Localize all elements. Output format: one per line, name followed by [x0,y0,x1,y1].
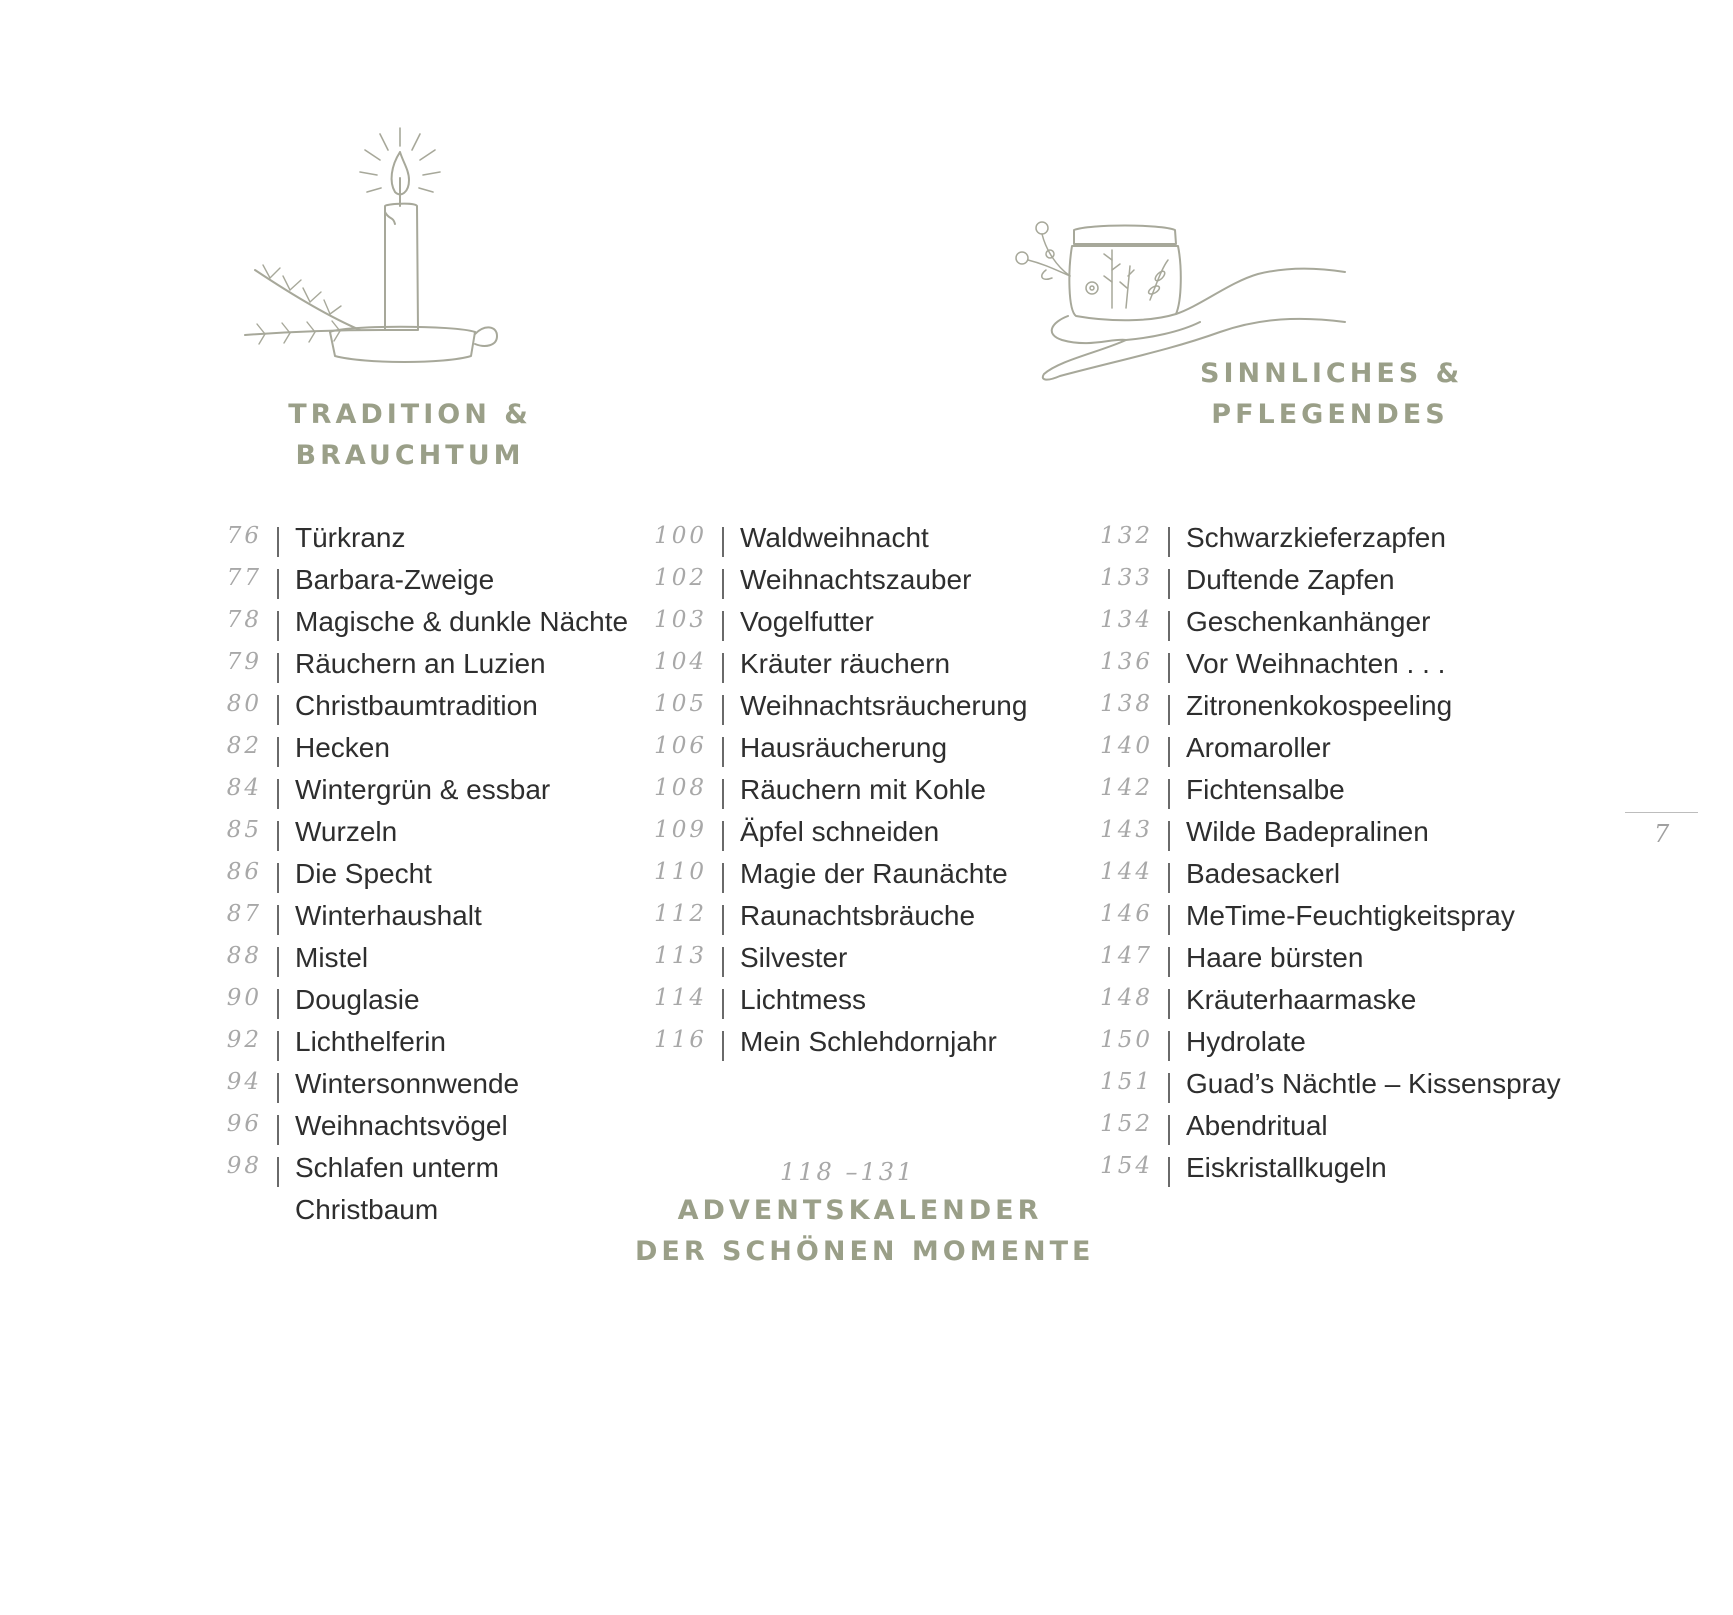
toc-page-number: 143 [1100,817,1153,843]
toc-separator [722,989,724,1019]
toc-title: Weihnachtsräucherung [740,690,1028,721]
toc-title: Kräuterhaarmaske [1186,984,1417,1015]
toc-title: Mein Schlehdornjahr [740,1026,997,1057]
toc-title: Haare bürsten [1186,942,1364,973]
toc-title: Aromaroller [1186,732,1331,763]
toc-title: Waldweihnacht [740,522,929,553]
toc-separator [1168,947,1170,977]
toc-page-number: 114 [654,985,707,1011]
toc-separator [722,821,724,851]
toc-title: MeTime-Feuchtigkeitspray [1186,900,1515,931]
toc-title: Silvester [740,942,848,973]
toc-title: Hausräucherung [740,732,948,763]
toc-separator [277,611,279,641]
toc-separator [1168,779,1170,809]
toc-page-number: 150 [1100,1027,1153,1053]
toc-page-number: 140 [1100,733,1153,759]
toc-page-number: 87 [226,901,262,927]
toc-separator [1168,1031,1170,1061]
toc-page-number: 77 [226,565,262,591]
toc-title: Magie der Raunächte [740,858,1008,889]
toc-separator [277,947,279,977]
toc-page-number: 116 [654,1027,707,1053]
toc-separator [277,653,279,683]
toc-title: Lichtmess [740,984,867,1015]
toc-title: Raunachtsbräuche [740,900,976,931]
toc-separator [1168,989,1170,1019]
toc-separator [277,1115,279,1145]
heading-line: TRADITION & [288,399,532,430]
toc-separator [722,947,724,977]
toc-page-number: 86 [226,859,262,885]
toc-page-number: 142 [1100,775,1153,801]
toc-title: Vogelfutter [740,606,874,637]
toc-separator [722,653,724,683]
toc-title: Äpfel schneiden [740,816,940,847]
toc-page-number: 148 [1100,985,1153,1011]
toc-title: Winterhaushalt [295,900,482,931]
page-number-rule [1625,812,1698,813]
toc-title: Geschenkanhänger [1186,606,1431,637]
toc-page-number: 110 [654,859,707,885]
toc-separator [277,1157,279,1187]
toc-title: Wintergrün & essbar [295,774,551,805]
toc-title: Mistel [295,942,369,973]
section-heading-sinnliches [1200,353,1464,435]
toc-page-number: 79 [226,649,262,675]
toc-separator [722,1031,724,1061]
toc-page-number: 144 [1100,859,1153,885]
toc-page-number: 76 [226,523,262,549]
heading-line: SINNLICHES & [1200,358,1464,389]
toc-title: Magische & dunkle Nächte [295,606,629,637]
toc-separator [722,737,724,767]
toc-title: Wilde Badepralinen [1186,816,1429,847]
toc-page-number: 108 [654,775,707,801]
section-heading-advent [635,1190,1095,1272]
toc-page-number: 113 [654,943,707,969]
toc-page-number: 90 [226,985,262,1011]
candle-illustration [235,120,515,390]
toc-title: Guad’s Nächtle – Kissenspray [1186,1068,1561,1099]
toc-separator [277,695,279,725]
toc-title: Vor Weihnachten . . . [1186,648,1446,679]
page-number: 7 [1654,820,1670,848]
toc-separator [277,569,279,599]
toc-separator [1168,1115,1170,1145]
toc-separator [722,611,724,641]
toc-title: Kräuter räuchern [740,648,951,679]
toc-page-number: 82 [226,733,262,759]
toc-page-number: 106 [654,733,707,759]
toc-page-number: 103 [654,607,707,633]
toc-separator [722,569,724,599]
toc-title: Hydrolate [1186,1026,1306,1057]
toc-page-number: 102 [654,565,707,591]
toc-separator [277,779,279,809]
toc-separator [1168,569,1170,599]
toc-title: Duftende Zapfen [1186,564,1395,595]
toc-page-number: 138 [1100,691,1153,717]
toc-title: Räuchern an Luzien [295,648,546,679]
toc-page-number: 105 [654,691,707,717]
toc-page-number: 98 [226,1153,262,1179]
toc-page-number: 100 [654,523,707,549]
toc-title: Weihnachtsvögel [295,1110,508,1141]
toc-page-number: 80 [226,691,262,717]
toc-separator [722,527,724,557]
toc-separator [277,821,279,851]
toc-page-number: 147 [1100,943,1153,969]
toc-separator [1168,737,1170,767]
toc-title: Fichtensalbe [1186,774,1345,805]
toc-separator [1168,1157,1170,1187]
toc-title: Wurzeln [295,816,398,847]
heading-line: DER SCHÖNEN MOMENTE [635,1236,1095,1267]
toc-title: Räuchern mit Kohle [740,774,986,805]
toc-title: Zitronenkokospeeling [1186,690,1453,721]
toc-page-number: 96 [226,1111,262,1137]
toc-separator [277,863,279,893]
toc-page-number: 109 [654,817,707,843]
toc-separator [277,989,279,1019]
toc-page-number: 104 [654,649,707,675]
heading-line: ADVENTSKALENDER [677,1195,1043,1226]
toc-page-number: 112 [654,901,707,927]
toc-page-number: 134 [1100,607,1153,633]
toc-title-continued: Christbaum [295,1194,439,1225]
toc-separator [1168,821,1170,851]
toc-page-number: 88 [226,943,262,969]
toc-separator [1168,905,1170,935]
toc-separator [1168,695,1170,725]
toc-page-number: 133 [1100,565,1153,591]
toc-page-number: 152 [1100,1111,1153,1137]
toc-title: Wintersonnwende [295,1068,520,1099]
toc-title: Schlafen unterm [295,1152,499,1183]
advent-page-range: 118 –131 [780,1158,916,1186]
toc-separator [1168,527,1170,557]
toc-separator [277,527,279,557]
toc-title: Douglasie [295,984,420,1015]
toc-page-number: 78 [226,607,262,633]
toc-separator [1168,1073,1170,1103]
toc-separator [277,1073,279,1103]
toc-separator [722,779,724,809]
heading-line: BRAUCHTUM [295,440,525,471]
toc-page-number: 154 [1100,1153,1153,1179]
toc-title: Christbaumtradition [295,690,538,721]
toc-title: Eiskristallkugeln [1186,1152,1387,1183]
toc-title: Badesackerl [1186,858,1341,889]
toc-title: Abendritual [1186,1110,1328,1141]
toc-page-number: 146 [1100,901,1153,927]
toc-separator [1168,653,1170,683]
toc-page-number: 84 [226,775,262,801]
toc-separator [1168,863,1170,893]
heading-line: PFLEGENDES [1211,399,1449,430]
toc-title: Türkranz [295,522,406,553]
toc-title: Hecken [295,732,390,763]
toc-title: Lichthelferin [295,1026,446,1057]
toc-separator [277,737,279,767]
toc-separator [1168,611,1170,641]
toc-separator [722,905,724,935]
toc-page-number: 94 [226,1069,262,1095]
toc-separator [722,695,724,725]
toc-title: Barbara-Zweige [295,564,495,595]
toc-separator [722,863,724,893]
toc-title: Schwarzkieferzapfen [1186,522,1446,553]
section-heading-tradition [280,394,540,476]
toc-separator [277,1031,279,1061]
toc-title: Weihnachtszauber [740,564,972,595]
toc-page-number: 136 [1100,649,1153,675]
toc-separator [277,905,279,935]
toc-page-number: 85 [226,817,262,843]
toc-page-number: 92 [226,1027,262,1053]
toc-title: Die Specht [295,858,432,889]
toc-page-number: 132 [1100,523,1153,549]
toc-page-number: 151 [1100,1069,1153,1095]
